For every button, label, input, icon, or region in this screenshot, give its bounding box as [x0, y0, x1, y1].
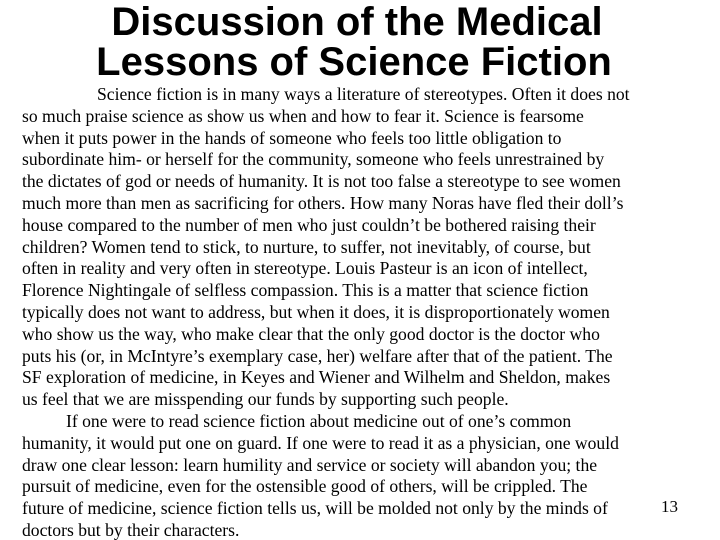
- body-text: [22, 84, 720, 540]
- body-line: pursuit of medicine, even for the ostensible good of others, will be crippled. The: [22, 476, 588, 497]
- body-line: much more than men as sacrificing for others. How many Noras have fled their doll’s: [22, 192, 624, 213]
- body-line: us feel that we are misspending our funds by supporting such people.: [22, 389, 509, 410]
- body-line: Florence Nightingale of selfless compassion. This is a matter that science fiction: [22, 280, 589, 301]
- body-line: so much praise science as show us when and how to fear it. Science is fearsome: [22, 105, 584, 126]
- body-line: children? Women tend to stick, to nurture, to suffer, not inevitably, of course, but: [22, 236, 591, 257]
- body-line: subordinate him- or herself for the community, someone who feels unrestrained by: [22, 149, 605, 170]
- body-line: Science fiction is in many ways a literature of stereotypes. Often it does not: [97, 84, 630, 104]
- body-line: If one were to read science fiction about medicine out of one’s common: [66, 410, 572, 431]
- body-line: who show us the way, who make clear that the only good doctor is the doctor who: [22, 323, 600, 344]
- slide-title-line-1: Discussion of the Medical: [111, 0, 603, 44]
- body-line: when it puts power in the hands of someone who feels too little obligation to: [22, 127, 562, 148]
- slide-title-line-2: Lessons of Science Fiction: [96, 40, 612, 84]
- body-line: house compared to the number of men who just couldn’t be bothered raising their: [22, 214, 596, 235]
- body-line: the dictates of god or needs of humanity. It is not too false a stereotype to see women: [22, 171, 621, 192]
- body-line: future of medicine, science fiction tells us, will be molded not only by the minds of: [22, 498, 608, 519]
- body-line: humanity, it would put one on guard. If one were to read it as a physician, one would: [22, 432, 619, 453]
- page-number: 13: [661, 497, 678, 516]
- body-line: puts his (or, in McIntyre’s exemplary case, her) welfare after that of the patient. The: [22, 345, 613, 366]
- body-line: draw one clear lesson: learn humility and service or society will abandon you; the: [22, 454, 598, 475]
- body-line: SF exploration of medicine, in Keyes and Wiener and Wilhelm and Sheldon, makes: [22, 367, 611, 388]
- body-line: typically does not want to address, but when it does, it is disproportionately women: [22, 301, 610, 322]
- body-line: often in reality and very often in stereotype. Louis Pasteur is an icon of intellect,: [22, 258, 588, 279]
- body-line: doctors but by their characters.: [22, 519, 240, 540]
